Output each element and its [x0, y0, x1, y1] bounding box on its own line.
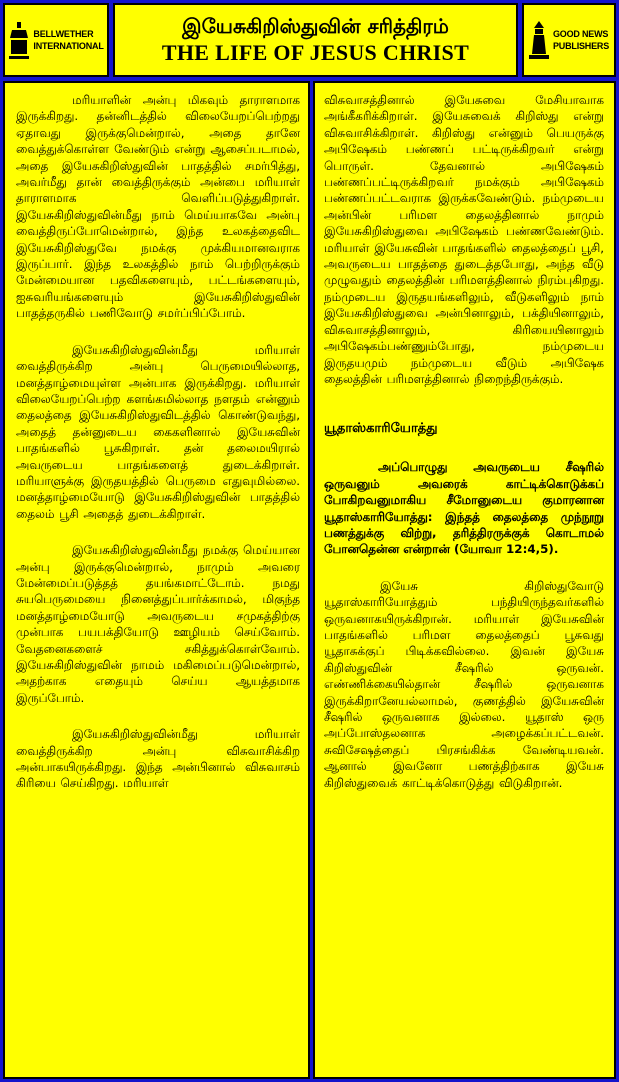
right-paragraph-1: விசுவாசத்தினால் இயேசுவை மேசியாவாக அங்கீகரிக்கிறாள். இயேசுவைக் கிறிஸ்து என்று விசுவாசிக்கிறாள். கிறிஸ்து என்னும் பெயருக்கு அபிஷேகம் பண்ணப் பட்டிருக்கிறவர் என்று பொருள். தேவனால் அபிஷேகம் பண்ணப்பட்டிருக்கிறவர் நமக்கும் அபிஷேகம் பண்ணப்பட்டவராக இருக்கவேண்டும். நம்முடைய அன்பின் பரிமள தைலத்தினால் நாமும் இயேசுகிறிஸ்துவை அபிஷேகம் பண்ணவேண்டும். மரியாள் இயேசுவின் பாதங்களில் தைலத்தைப் பூசி, அவருடைய பாதத்தை துடைத்தபோது, அந்த வீடு முழுவதும் தைலத்தின் பரிமளத்தினால் நிரம்புகிறது. நம்முடைய இருதயங்களிலும், வீடுகளிலும் நாம் இயேசுகிறிஸ்துவை அன்பினாலும், பக்தியினாலும், விசுவாசத்தினாலும், கிரியையினாலும் அபிஷேகம்பண்ணும்போது, நம்முடைய இருதயமும் நம்முடைய வீடும் அபிஷேக தைலத்தின் பரிமளத்தினால் நிறைந்திருக்கும்.: [324, 93, 604, 386]
lighthouse-icon: [528, 20, 550, 60]
left-column: [3, 81, 310, 1079]
left-paragraph-3: இயேசுகிறிஸ்துவின்மீது நமக்கு மெய்யான அன்பு இருக்குமென்றால், நாமும் அவரை மேன்மைப்படுத்தத் தயங்கமாட்டோம். நமது சுயபெருமையை நினைத்துப்பார்க்காமல், மிகுந்த மனத்தாழ்மையோடு அவருடைய சமுகத்திற்கு முன்பாக பயபக்தியோடு ஊழியம் செய்வோம். வேதனைகளைச் சகித்துக்கொள்வோம். இயேசுகிறிஸ்துவின் நாமம் மகிமைப்படுமென்றால், அதற்காக எதையும் செய்ய ஆயத்தமாக இருப்போம்.: [16, 543, 300, 705]
scripture-quote: அப்பொழுது அவருடைய சீஷரில் ஒருவனும் அவரைக் காட்டிக்கொடுக்கப் போகிறவனுமாகிய சீமோனுடைய குமாரனான யூதாஸ்காரியோத்து: இந்தத் தைலத்தை முந்நூறு பணத்துக்கு விற்று, தரித்திரருக்குக் கொடாமல் போனதென்ன என்றான் (யோவா 12:4,5).: [324, 460, 604, 557]
section-heading: யூதாஸ்காரியோத்து: [324, 421, 438, 437]
left-paragraph-4: இயேசுகிறிஸ்துவின்மீது மரியாள் வைத்திருக்கிற அன்பு விசுவாசிக்கிற அன்பாகயிருக்கிறது. இந்த அன்பினால் விசுவாசம் கிரியை செய்கிறது. மரியாள்: [16, 727, 300, 791]
title-tamil: இயேசுகிறிஸ்துவின் சரித்திரம்: [182, 14, 449, 38]
right-logo-text: GOOD NEWS PUBLISHERS: [553, 29, 610, 51]
title-english: THE LIFE OF JESUS CHRIST: [161, 40, 470, 65]
bellwether-logo: [3, 3, 109, 77]
title-banner: [113, 3, 518, 77]
good-news-logo: [522, 3, 616, 77]
right-paragraph-2: இயேசு கிறிஸ்துவோடு யூதாஸ்காரியோத்தும் பந்தியிருந்தவர்களில் ஒருவனாகயிருக்கிறான். மரியாள் இயேசுவின் பாதங்களில் பரிமள தைலத்தைப் பூசுவது யூதாசுக்குப் பிடிக்கவில்லை. இவன் இயேசு கிறிஸ்துவின் சீஷரில் ஒருவன். எண்ணிக்கையில்தான் சீஷரில் ஒருவனாக இருக்கிறானேயல்லாமல், குணத்தில் இயேசுவின் சீஷரில் ஒருவனாக இல்லை. யூதாஸ் ஒரு அப்போஸ்தலனாக அழைக்கப்பட்டவன். சுவிசேஷத்தைப் பிரசங்கிக்க வேண்டியவன். ஆனால் இவனோ பணத்திற்காக இயேசு கிறிஸ்துவைக் காட்டிக்கொடுத்து விடுகிறான்.: [324, 578, 604, 790]
sheep-icon: [8, 20, 30, 60]
right-column: [313, 81, 616, 1079]
left-paragraph-2: இயேசுகிறிஸ்துவின்மீது மரியாள் வைத்திருக்கிற அன்பு பெருமையில்லாத, மனத்தாழ்மையுள்ள அன்பாக இருக்கிறது. மரியாள் விலையேறப்பெற்ற களங்கமில்லாத நளதம் என்னும் தைலத்தை இயேசுகிறிஸ்துவிடத்தில் கொண்டுவந்து, அதைத் தன்னுடைய கைகளினால் இயேசுவின் பாதங்களில் பூசுகிறாள். தன் தலைமயிரால் அவருடைய பாதங்களைத் துடைக்கிறாள். மரியாளுக்கு இருதயத்தில் பெருமை எதுவுமில்லை. மனத்தாழ்மையோடு இயேசுகிறிஸ்துவின் பாதத்தில் தைலம் பூசி அதைத் துடைக்கிறாள்.: [16, 342, 300, 521]
left-logo-text: BELLWETHER INTERNATIONAL: [33, 29, 104, 51]
left-paragraph-1: மரியாளின் அன்பு மிகவும் தாராளமாக இருக்கிறது. தன்னிடத்தில் விலையேறப்பெற்றது ஏதாவது இருக்குமென்றால், அதை தானே வைத்துக்கொள்ள வேண்டும் என்று ஆசைப்படாமல், அதை இயேசுகிறிஸ்துவின் பாதத்தில் சமர்பித்து, அவர்மீது தான் வைத்திருக்கும் அன்பை மரியாள் தாராளமாக வெளிப்படுத்துகிறாள். இயேசுகிறிஸ்துவின்மீது நாம் மெய்யாகவே அன்பு வைத்திருப்போமென்றால், இந்த உலகத்தைவிட இயேசுகிறிஸ்துவே நமக்கு முக்கியமானவராக இருப்பார். இந்த உலகத்தில் நாம் பெற்றிருக்கும் மேன்மையான பதவிகளையும், பட்டங்களையும், ஐசுவரியங்களையும் இயேசுகிறிஸ்துவின் பாதத்தருகில் பணிவோடு சமர்ப்பிப்போம்.: [16, 93, 300, 321]
